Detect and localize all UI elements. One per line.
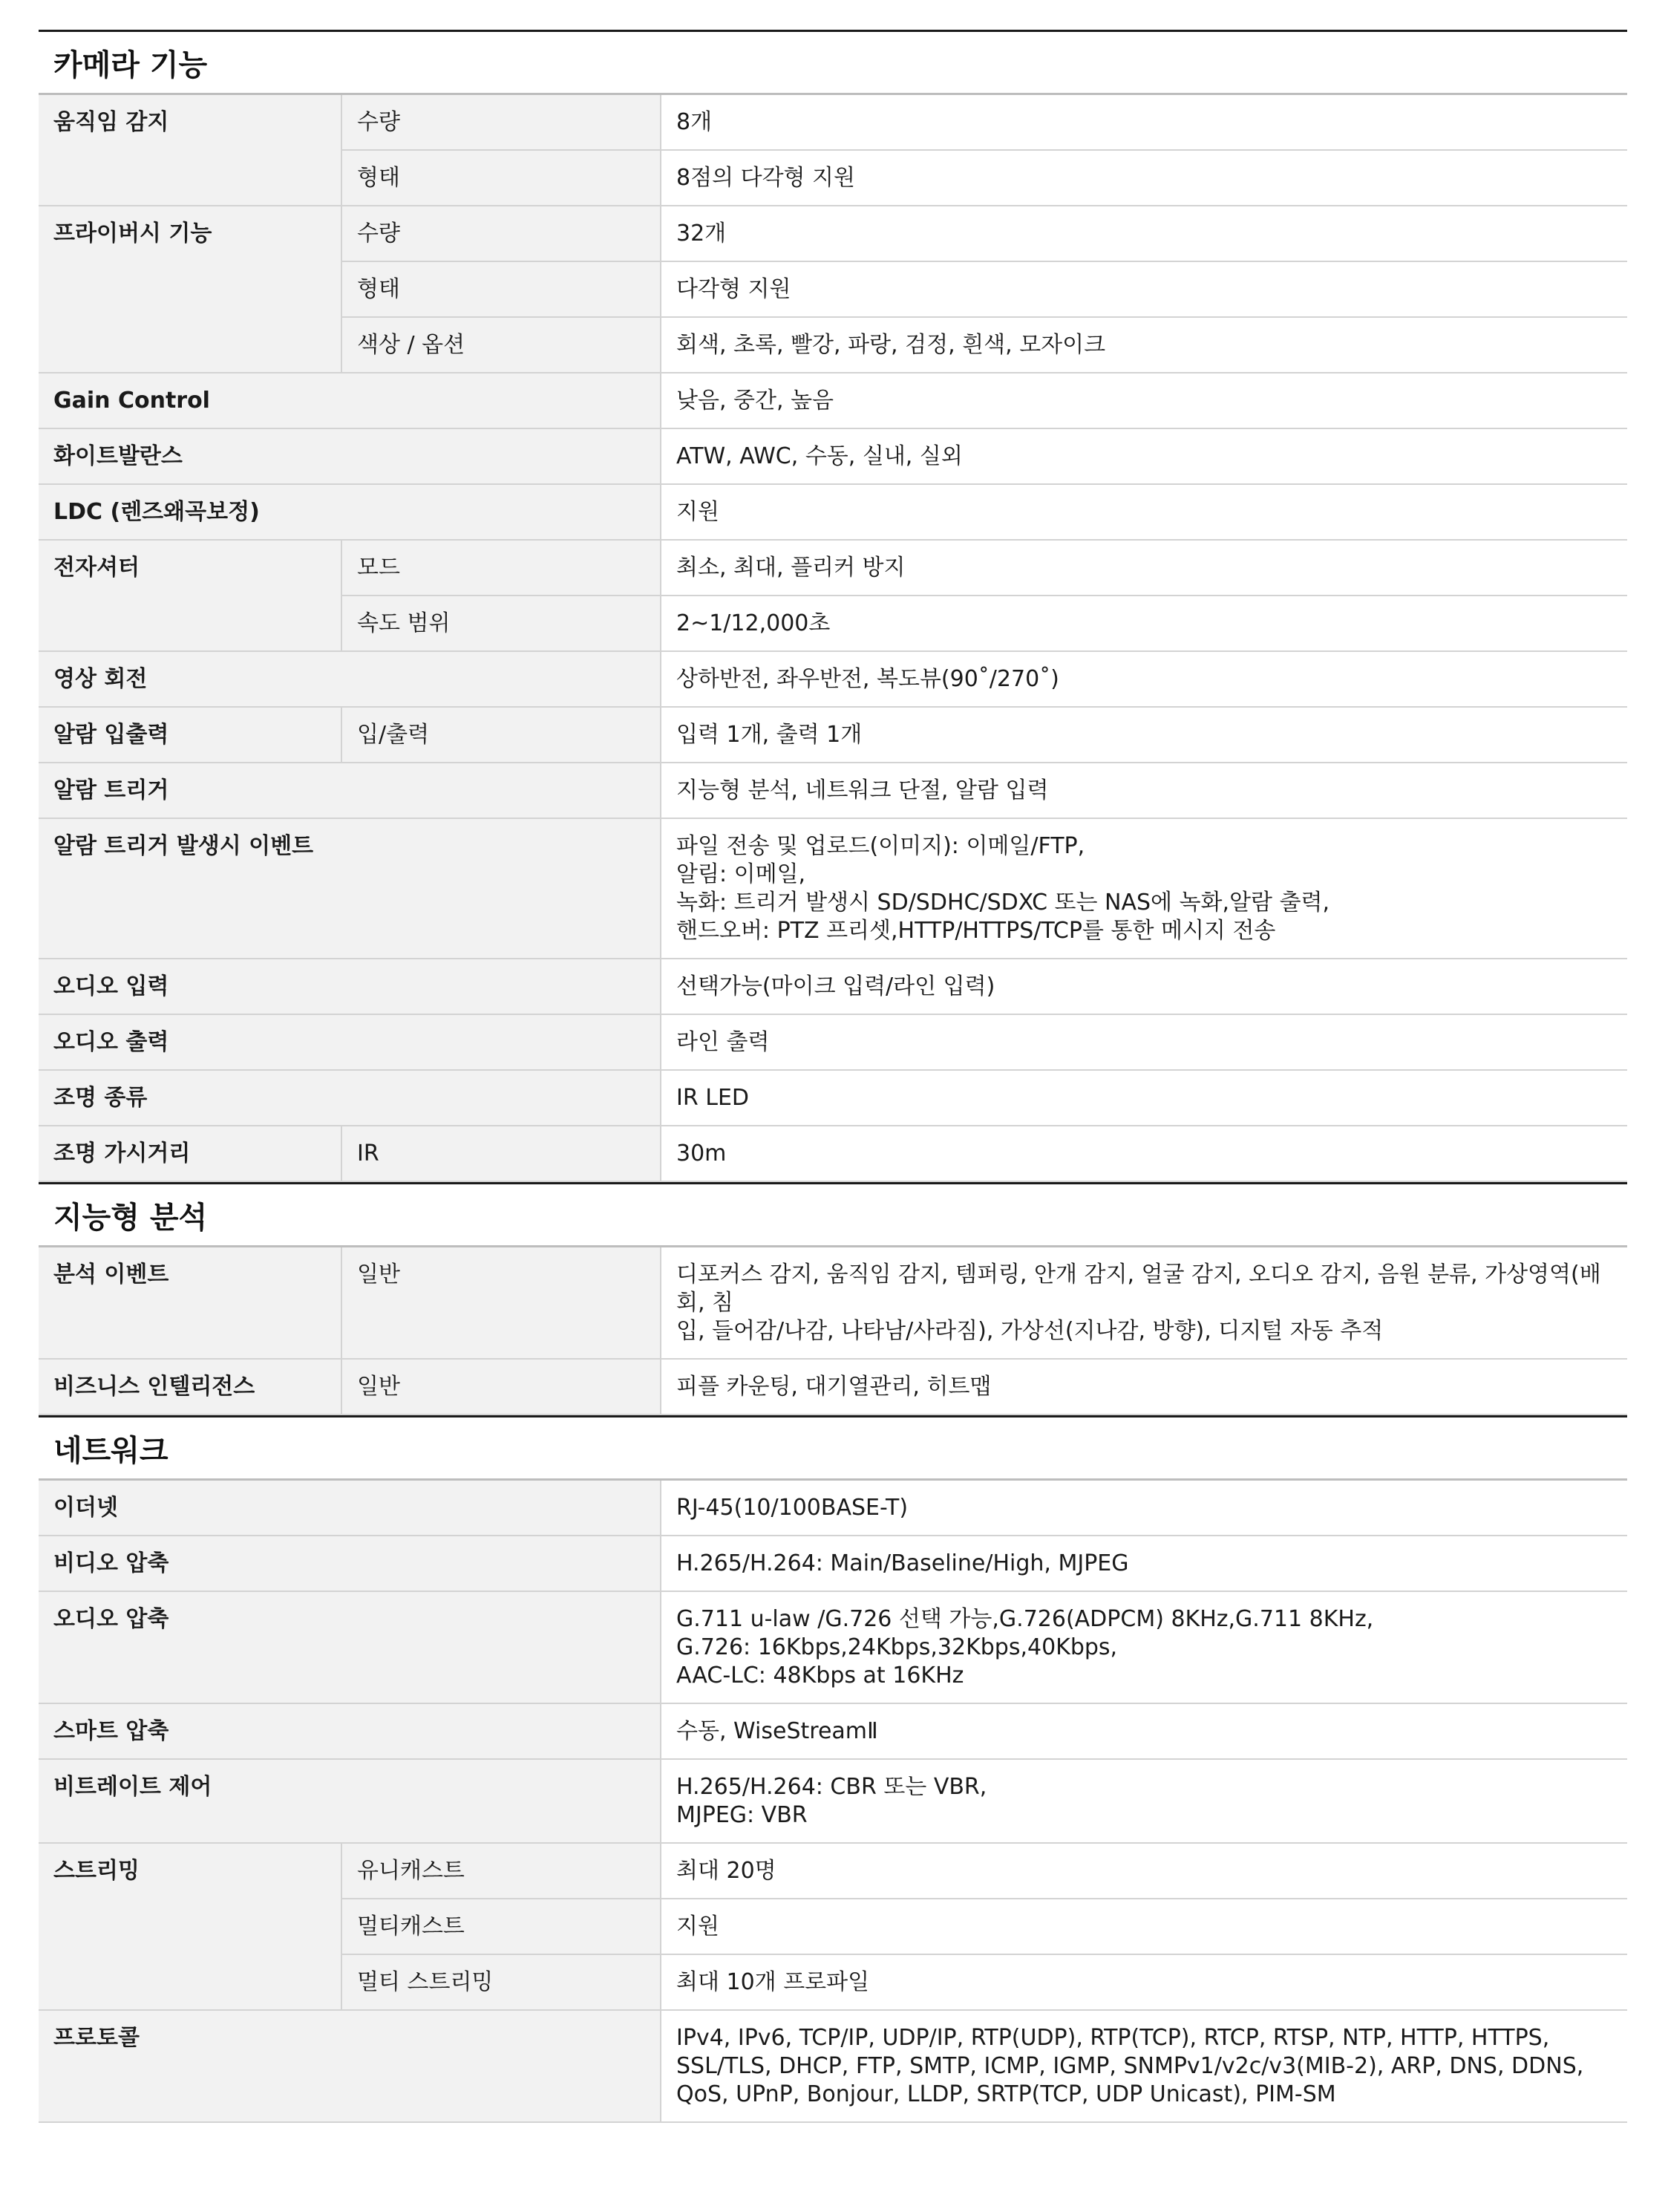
category-cell: 프로토콜 [39, 2010, 661, 2122]
value-line: 피플 카운팅, 대기열관리, 히트맵 [676, 1374, 992, 1400]
value-cell [661, 707, 1627, 763]
table-row [39, 818, 1627, 959]
category-cell: 오디오 입력 [39, 959, 661, 1014]
value-line: 라인 출력 [676, 1029, 770, 1055]
value-line: QoS, UPnP, Bonjour, LLDP, SRTP(TCP, UDP Unicast), PIM-SM [676, 2081, 1336, 2107]
value-cell [661, 1843, 1627, 1899]
category-cell: Gain Control [39, 373, 661, 428]
value-cell [661, 818, 1627, 959]
value-line: H.265/H.264: Main/Baseline/High, MJPEG [676, 1550, 1129, 1576]
value-line: 수동, WiseStreamⅡ [676, 1718, 878, 1744]
section-intelligent-analytics [39, 1182, 1627, 1415]
spec-sheet [39, 30, 1627, 2123]
value-cell [661, 540, 1627, 596]
value-line: IPv4, IPv6, TCP/IP, UDP/IP, RTP(UDP), RTP(TCP), RTCP, RTSP, NTP, HTTP, HTTPS, [676, 2025, 1550, 2051]
category-cell: 조명 가시거리 [39, 1126, 341, 1181]
value-line: 입, 들어감/나감, 나타남/사라짐), 가상선(지나감, 방향), 디지털 자동 추적 [676, 1318, 1384, 1344]
table-row [39, 763, 1627, 818]
table-row [39, 1703, 1627, 1759]
subcategory-cell: 유니캐스트 [341, 1843, 661, 1899]
table-row [39, 206, 1627, 261]
category-cell: 영상 회전 [39, 651, 661, 707]
table-row [39, 1247, 1627, 1359]
value-cell [661, 1703, 1627, 1759]
table-row [39, 373, 1627, 428]
value-cell [661, 596, 1627, 651]
value-cell [661, 95, 1627, 150]
category-cell: 알람 트리거 발생시 이벤트 [39, 818, 661, 959]
table-row [39, 1536, 1627, 1591]
spec-table [39, 1481, 1627, 2123]
value-line: AAC-LC: 48Kbps at 16KHz [676, 1663, 964, 1689]
value-line: SSL/TLS, DHCP, FTP, SMTP, ICMP, IGMP, SNMPv1/v2c/v3(MIB-2), ARP, DNS, DDNS, [676, 2053, 1584, 2079]
subcategory-cell: IR [341, 1126, 661, 1181]
value-cell [661, 261, 1627, 317]
category-cell: 비디오 압축 [39, 1536, 661, 1591]
section-network [39, 1415, 1627, 2123]
table-row [39, 2010, 1627, 2122]
value-line: 2~1/12,000초 [676, 610, 831, 636]
table-row [39, 1481, 1627, 1536]
value-cell [661, 1759, 1627, 1843]
section-title: 네트워크 [39, 1415, 1627, 1481]
subcategory-cell: 형태 [341, 150, 661, 206]
subcategory-cell: 입/출력 [341, 707, 661, 763]
value-cell [661, 959, 1627, 1014]
value-line: 상하반전, 좌우반전, 복도뷰(90˚/270˚) [676, 666, 1059, 692]
value-cell [661, 428, 1627, 484]
value-line: MJPEG: VBR [676, 1802, 808, 1828]
category-cell: 조명 종류 [39, 1070, 661, 1126]
table-row [39, 428, 1627, 484]
subcategory-cell: 수량 [341, 206, 661, 261]
category-cell: 비트레이트 제어 [39, 1759, 661, 1843]
category-cell: 알람 트리거 [39, 763, 661, 818]
value-cell [661, 1536, 1627, 1591]
category-cell: 움직임 감지 [39, 95, 341, 206]
value-line: G.726: 16Kbps,24Kbps,32Kbps,40Kbps, [676, 1634, 1118, 1660]
value-line: H.265/H.264: CBR 또는 VBR, [676, 1774, 987, 1800]
value-cell [661, 1247, 1627, 1359]
section-camera-features [39, 30, 1627, 1182]
section-title: 지능형 분석 [39, 1182, 1627, 1247]
value-cell [661, 1954, 1627, 2010]
table-row [39, 1070, 1627, 1126]
table-row [39, 1359, 1627, 1415]
value-line: 디포커스 감지, 움직임 감지, 템퍼링, 안개 감지, 얼굴 감지, 오디오 감지, 음원 분류, 가상영역(배회, 침 [676, 1262, 1601, 1316]
category-cell: LDC (렌즈왜곡보정) [39, 484, 661, 540]
category-cell: 프라이버시 기능 [39, 206, 341, 373]
value-line: G.711 u-law /G.726 선택 가능,G.726(ADPCM) 8KHz,G.711 8KHz, [676, 1606, 1374, 1632]
category-cell: 분석 이벤트 [39, 1247, 341, 1359]
table-row [39, 484, 1627, 540]
subcategory-cell: 멀티캐스트 [341, 1899, 661, 1954]
value-line: 지원 [676, 1914, 719, 1939]
value-line: 최대 10개 프로파일 [676, 1969, 870, 1995]
value-cell [661, 484, 1627, 540]
value-line: 핸드오버: PTZ 프리셋,HTTP/HTTPS/TCP를 통한 메시지 전송 [676, 918, 1276, 944]
subcategory-cell: 멀티 스트리밍 [341, 1954, 661, 2010]
value-cell [661, 1359, 1627, 1415]
value-cell [661, 373, 1627, 428]
value-line: 최대 20명 [676, 1858, 776, 1884]
category-cell: 비즈니스 인텔리전스 [39, 1359, 341, 1415]
table-row [39, 959, 1627, 1014]
value-cell [661, 1481, 1627, 1536]
value-line: 파일 전송 및 업로드(이미지): 이메일/FTP, [676, 833, 1085, 859]
subcategory-cell: 수량 [341, 95, 661, 150]
value-line: 낮음, 중간, 높음 [676, 388, 834, 414]
value-cell [661, 1126, 1627, 1181]
value-line: 회색, 초록, 빨강, 파랑, 검정, 흰색, 모자이크 [676, 332, 1106, 358]
value-cell [661, 150, 1627, 206]
table-row [39, 540, 1627, 596]
value-line: 32개 [676, 221, 727, 247]
category-cell: 스마트 압축 [39, 1703, 661, 1759]
value-line: 입력 1개, 출력 1개 [676, 722, 863, 748]
value-line: 알림: 이메일, [676, 861, 806, 887]
subcategory-cell: 일반 [341, 1247, 661, 1359]
table-row [39, 1843, 1627, 1899]
section-title: 카메라 기능 [39, 30, 1627, 95]
value-cell [661, 1014, 1627, 1070]
subcategory-cell: 일반 [341, 1359, 661, 1415]
value-line: 지원 [676, 499, 719, 525]
table-row [39, 1014, 1627, 1070]
value-cell [661, 1591, 1627, 1703]
value-line: RJ-45(10/100BASE-T) [676, 1495, 909, 1521]
value-cell [661, 317, 1627, 373]
value-cell [661, 206, 1627, 261]
value-cell [661, 1899, 1627, 1954]
category-cell: 오디오 출력 [39, 1014, 661, 1070]
subcategory-cell: 색상 / 옵션 [341, 317, 661, 373]
subcategory-cell: 속도 범위 [341, 596, 661, 651]
value-line: 30m [676, 1141, 727, 1167]
value-cell [661, 1070, 1627, 1126]
table-row [39, 707, 1627, 763]
category-cell: 전자셔터 [39, 540, 341, 651]
spec-table [39, 95, 1627, 1182]
value-line: 다각형 지원 [676, 276, 791, 302]
category-cell: 이더넷 [39, 1481, 661, 1536]
table-row [39, 95, 1627, 150]
category-cell: 알람 입출력 [39, 707, 341, 763]
category-cell: 스트리밍 [39, 1843, 341, 2010]
table-row [39, 1126, 1627, 1181]
value-cell [661, 763, 1627, 818]
subcategory-cell: 형태 [341, 261, 661, 317]
value-line: ATW, AWC, 수동, 실내, 실외 [676, 443, 963, 469]
value-line: 선택가능(마이크 입력/라인 입력) [676, 973, 995, 999]
value-line: 지능형 분석, 네트워크 단절, 알람 입력 [676, 777, 1049, 803]
subcategory-cell: 모드 [341, 540, 661, 596]
category-cell: 화이트발란스 [39, 428, 661, 484]
spec-table [39, 1247, 1627, 1415]
value-line: 8개 [676, 109, 713, 135]
table-row [39, 1591, 1627, 1703]
value-line: 8점의 다각형 지원 [676, 165, 856, 191]
category-cell: 오디오 압축 [39, 1591, 661, 1703]
value-cell [661, 651, 1627, 707]
table-row [39, 651, 1627, 707]
value-line: 녹화: 트리거 발생시 SD/SDHC/SDXC 또는 NAS에 녹화,알람 출력, [676, 890, 1330, 916]
table-row [39, 1759, 1627, 1843]
value-line: IR LED [676, 1085, 749, 1111]
value-line: 최소, 최대, 플리커 방지 [676, 555, 906, 581]
value-cell [661, 2010, 1627, 2122]
